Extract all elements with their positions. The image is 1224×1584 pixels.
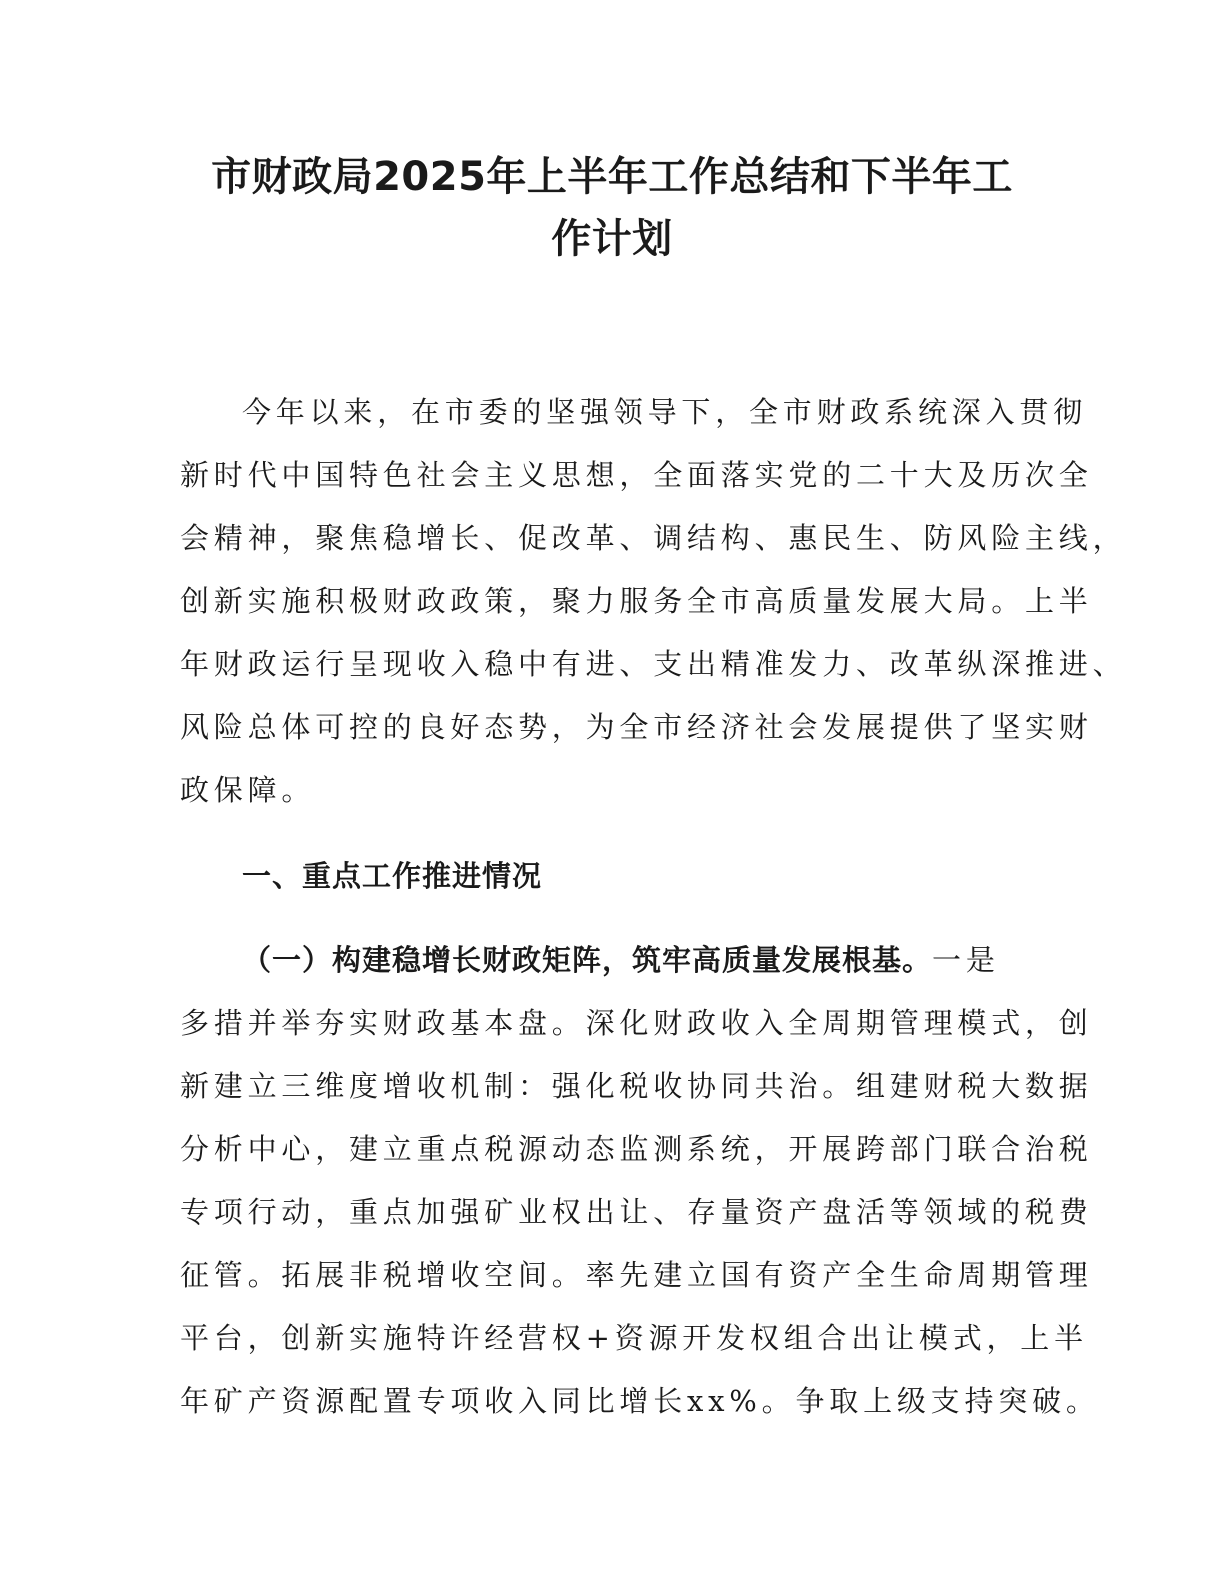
paragraph-line: 多措并举夯实财政基本盘。深化财政收入全周期管理模式，创 [180, 1006, 1093, 1040]
title-line-2: 作计划 [551, 216, 673, 262]
paragraph-line: 新建立三维度增收机制：强化税收协同共治。组建财税大数据 [180, 1069, 1093, 1103]
document-title [150, 146, 1074, 270]
subsection-lead-text: 一是 [932, 943, 1000, 977]
paragraph-line: 年财政运行呈现收入稳中有进、支出精准发力、改革纵深推进、 [180, 647, 1127, 681]
paragraph-line: 新时代中国特色社会主义思想，全面落实党的二十大及历次全 [180, 458, 1093, 492]
paragraph-line: 年矿产资源配置专项收入同比增长xx%。争取上级支持突破。 [180, 1384, 1100, 1418]
subsection-heading: （一）构建稳增长财政矩阵，筑牢高质量发展根基。 [242, 943, 933, 977]
paragraph-line: 会精神，聚焦稳增长、促改革、调结构、惠民生、防风险主线， [180, 521, 1127, 555]
paragraph-line: 分析中心，建立重点税源动态监测系统，开展跨部门联合治税 [180, 1132, 1093, 1166]
paragraph-line: 今年以来，在市委的坚强领导下，全市财政系统深入贯彻 [242, 395, 1088, 429]
paragraph-line: 创新实施积极财政政策，聚力服务全市高质量发展大局。上半 [180, 584, 1093, 618]
title-line-1: 市财政局2025年上半年工作总结和下半年工 [211, 154, 1013, 200]
paragraph-line: 征管。拓展非税增收空间。率先建立国有资产全生命周期管理 [180, 1258, 1093, 1292]
paragraph-line: 平台，创新实施特许经营权+资源开发权组合出让模式，上半 [180, 1321, 1088, 1355]
paragraph-line: 专项行动，重点加强矿业权出让、存量资产盘活等领域的税费 [180, 1195, 1093, 1229]
paragraph-line: 政保障。 [180, 773, 316, 807]
section-heading: 一、重点工作推进情况 [242, 859, 543, 893]
paragraph-line: 风险总体可控的良好态势，为全市经济社会发展提供了坚实财 [180, 710, 1093, 744]
subsection-first-line [242, 940, 1000, 980]
